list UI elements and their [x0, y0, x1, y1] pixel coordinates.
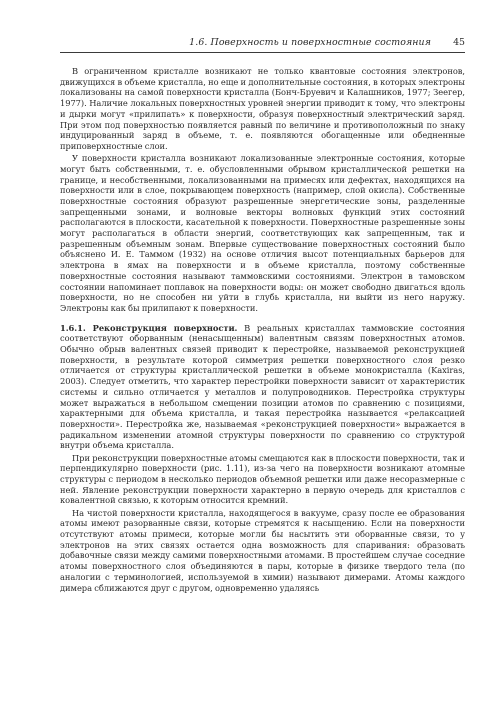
section-title: 1.6.1. Реконструкция поверхности.	[60, 322, 238, 333]
paragraph-4: На чистой поверхности кристалла, находящегося в вакууме, сразу после ее образования атомы имеют разорванные связи, которые стремятся к насыщению. Если на поверхности отсутствуют атомы примеси, которые могли бы насытить эти оборванные связи, то у электронов на этих связях остается одна возможность для спаривания: образовать добавочные связи между самими поверхностными атомами. В простейшем случае соседние атомы поверхностного слоя объединяются в пары, которые в физике твердого тела (по аналогии с терминологией, используемой в химии) называют димерами. Атомы каждого димера сближаются друг с другом, одновременно удаляясь	[60, 507, 465, 593]
paragraph-1: В ограниченном кристалле возникают не только квантовые состояния электронов, движущихся в объеме кристалла, но еще и дополнительные состояния, в которых электроны локализованы на самой поверхности кристалла (Бонч-Бруевич и Калашников, 1977; Зеегер, 1977). Наличие локальных поверхностных уровней энергии приводит к тому, что электроны и дырки могут «прилипать» к поверхности, образуя поверхностный электрический заряд. При этом под поверхностью появляется равный по величине и противоположный по знаку индуцированный заряд в объеме, т. е. появляются обогащенные или обедненные приповерхностные слои.	[60, 66, 465, 151]
page-body	[60, 66, 465, 595]
paragraph-2: У поверхности кристалла возникают локализованные электронные состояния, которые могут быть собственными, т. е. обусловленными обрывом кристаллической решетки на границе, и несобственными, локализованными на примесях или дефектах, находящихся на поверхности или в слое, покрывающем поверхность (например, слой окисла). Собственные поверхностные состояния образуют разрешенные энергетические зоны, разделенные запрещенными зонами, и волновые векторы волновых функций этих состояний располагаются в плоскости, касательной к поверхности. Поверхностные разрешенные зоны могут располагаться в области энергий, соответствующих как запрещенным, так и разрешенным объемным зонам. Впервые существование поверхностных состояний было объяснено И. Е. Таммом (1932) на основе отличия высот потенциальных барьеров для электрона в ямах на поверхности и в объеме кристалла, поэтому собственные поверхностные состояния называют таммовскими состояниями. Электрон в тамовском состоянии напоминает поплавок на поверхности воды: он может свободно двигаться вдоль поверхности, но не способен ни уйти в глубь кристалла, ни выйти из него наружу. Электроны как бы прилипают к поверхности.	[60, 153, 465, 313]
running-title: 1.6. Поверхность и поверхностные состояния	[189, 37, 431, 48]
section-first-paragraph: В реальных кристаллах таммовские состояния соответствуют оборванным (ненасыщенным) валентным связям поверхностных атомов. Обычно обрыв валентных связей приводит к перестройке, называемой реконструкцией поверхности, в результате которой симметрия решетки поверхностного слоя резко отличается от структуры кристаллической решетки в объеме монокристалла (Kaxiras, 2003). Следует отметить, что характер перестройки поверхности зависит от характеристик системы и сильно отличается у металлов и полупроводников. Перестройка структуры может выражаться в небольшом смещении позиции атомов по сравнению с позициями, характерными для объема кристалла, и такая перестройка называется «релаксацией поверхности». Перестройка же, называемая «реконструкцией поверхности» выражается в радикальном изменении атомной структуры поверхности по сравнению со структурой внутри объема кристалла.	[60, 322, 465, 451]
paragraph-3: При реконструкции поверхностные атомы смещаются как в плоскости поверхности, так и перпендикулярно поверхности (рис. 1.11), из-за чего на поверхности возникают атомные структуры с периодом в несколько периодов объемной решетки или даже несоразмерные с ней. Явление реконструкции поверхности характерно в первую очередь для кристаллов с ковалентной связью, к которым относится кремний.	[60, 452, 465, 506]
section-paragraph	[60, 323, 465, 451]
running-header	[60, 36, 465, 53]
page-number: 45	[453, 37, 465, 48]
